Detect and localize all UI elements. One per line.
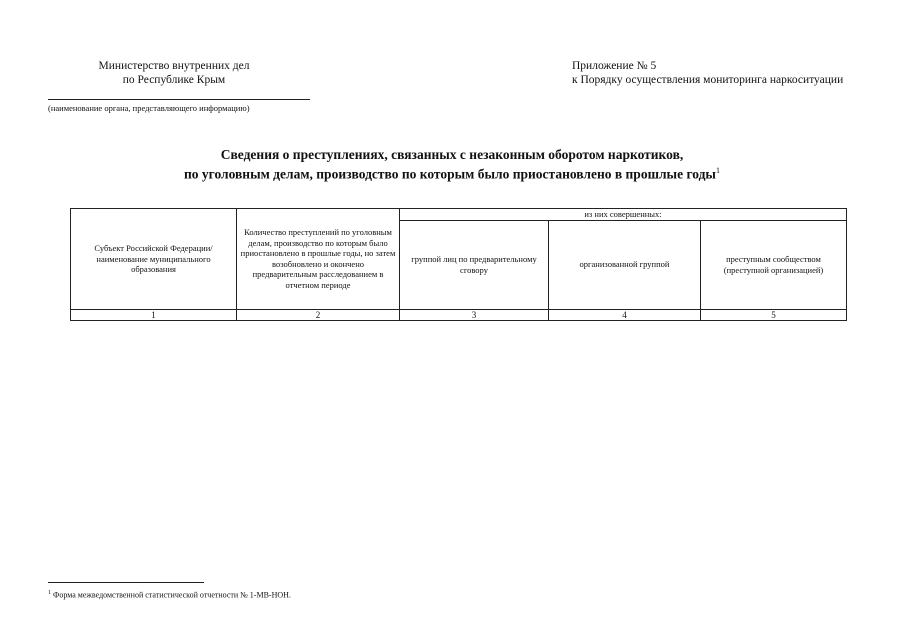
column-header-group-conspiracy: группой лиц по предварительному сговору	[400, 220, 549, 309]
column-header-crime-count: Количество преступлений по уголовным делам, производство по которым было приостановлено в прошлые годы, но затем возобновлено и окончено предварительным расследованием в отчетном периоде	[237, 209, 400, 310]
column-header-subject: Субъект Российской Федерации/ наименование муниципального образования	[71, 209, 237, 310]
organization-name-line1: Министерство внутренних дел	[98, 60, 250, 72]
title-footnote-mark: 1	[715, 166, 720, 175]
column-number: 5	[701, 309, 847, 321]
column-header-organized-group: организованной группой	[549, 220, 701, 309]
organization-caption: (наименование органа, представляющего информацию)	[48, 103, 250, 113]
column-number: 1	[71, 309, 237, 321]
appendix-reference	[572, 59, 843, 87]
column-header-criminal-community: преступным сообществом (преступной организацией)	[701, 220, 847, 309]
organization-underline	[48, 99, 310, 100]
footnote-text: Форма межведомственной статистической отчетности № 1-МВ-НОН.	[53, 590, 291, 600]
appendix-description: к Порядку осуществления мониторинга наркоситуации	[572, 74, 844, 86]
reporting-organization	[40, 59, 308, 87]
title-line2-text: по уголовным делам, производство по которым было приостановлено в прошлые годы	[184, 166, 716, 182]
title-line1: Сведения о преступлениях, связанных с незаконным оборотом наркотиков,	[220, 147, 684, 162]
organization-name-line2: по Республике Крым	[122, 74, 226, 86]
title-line2	[0, 163, 904, 183]
document-title	[0, 147, 904, 183]
footnote	[48, 590, 291, 600]
footnote-mark: 1	[48, 590, 51, 596]
column-group-header: из них совершенных:	[400, 209, 847, 221]
appendix-number: Приложение № 5	[572, 60, 657, 72]
column-number: 4	[549, 309, 701, 321]
column-number: 2	[237, 309, 400, 321]
column-number: 3	[400, 309, 549, 321]
column-number-row	[71, 309, 847, 321]
report-table	[70, 208, 847, 321]
footnote-separator	[48, 582, 204, 583]
header-row-top	[71, 209, 847, 221]
